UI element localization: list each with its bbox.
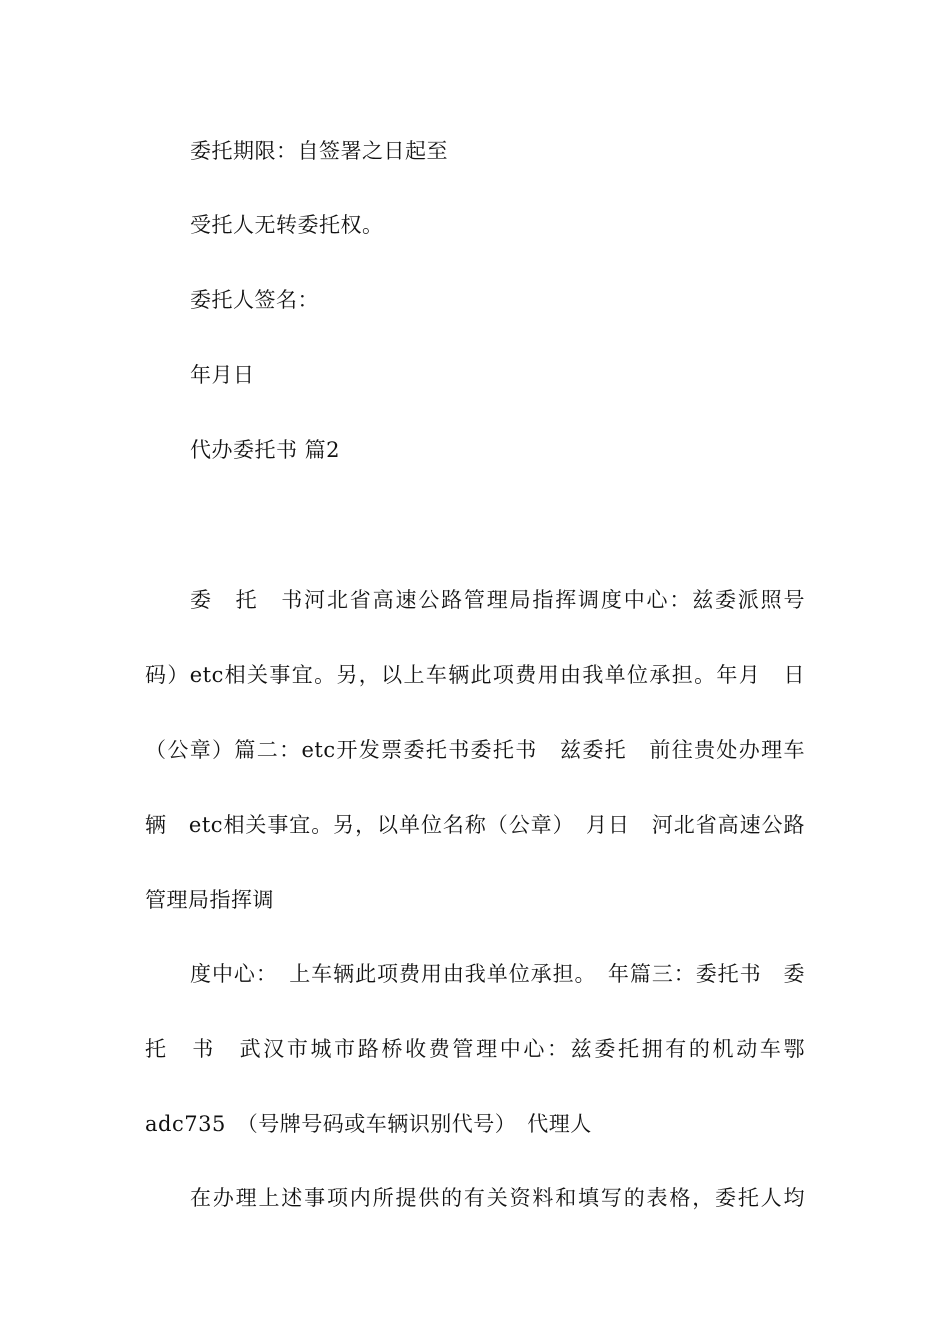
body-line-3: （公章）篇二：etc开发票委托书委托书 兹委托 前往贵处办理车 xyxy=(145,738,805,762)
body-line-1: 委 托 书河北省高速公路管理局指挥调度中心：兹委派照号 xyxy=(190,588,805,612)
body-line-9: 在办理上述事项内所提供的有关资料和填写的表格，委托人均 xyxy=(190,1186,805,1210)
body-line-6: 度中心： 上车辆此项费用由我单位承担。 年篇三：委托书 委 xyxy=(190,962,805,986)
body-line-7: 托 书 武汉市城市路桥收费管理中心：兹委托拥有的机动车鄂 xyxy=(145,1037,805,1061)
date-line: 年月日 xyxy=(190,363,255,387)
principal-signature-line: 委托人签名： xyxy=(190,288,319,312)
no-re-entrust-line: 受托人无转委托权。 xyxy=(190,213,384,237)
entrust-period-line: 委托期限：自签署之日起至 xyxy=(190,139,448,163)
body-line-5: 管理局指挥调 xyxy=(145,888,274,912)
body-line-8: adc735 （号牌号码或车辆识别代号） 代理人 xyxy=(145,1112,592,1136)
body-line-2: 码）etc相关事宜。另，以上车辆此项费用由我单位承担。年月 日 xyxy=(145,663,805,687)
body-line-4: 辆 etc相关事宜。另，以单位名称（公章） 月日 河北省高速公路 xyxy=(145,813,805,837)
section-heading: 代办委托书 篇2 xyxy=(190,438,341,462)
